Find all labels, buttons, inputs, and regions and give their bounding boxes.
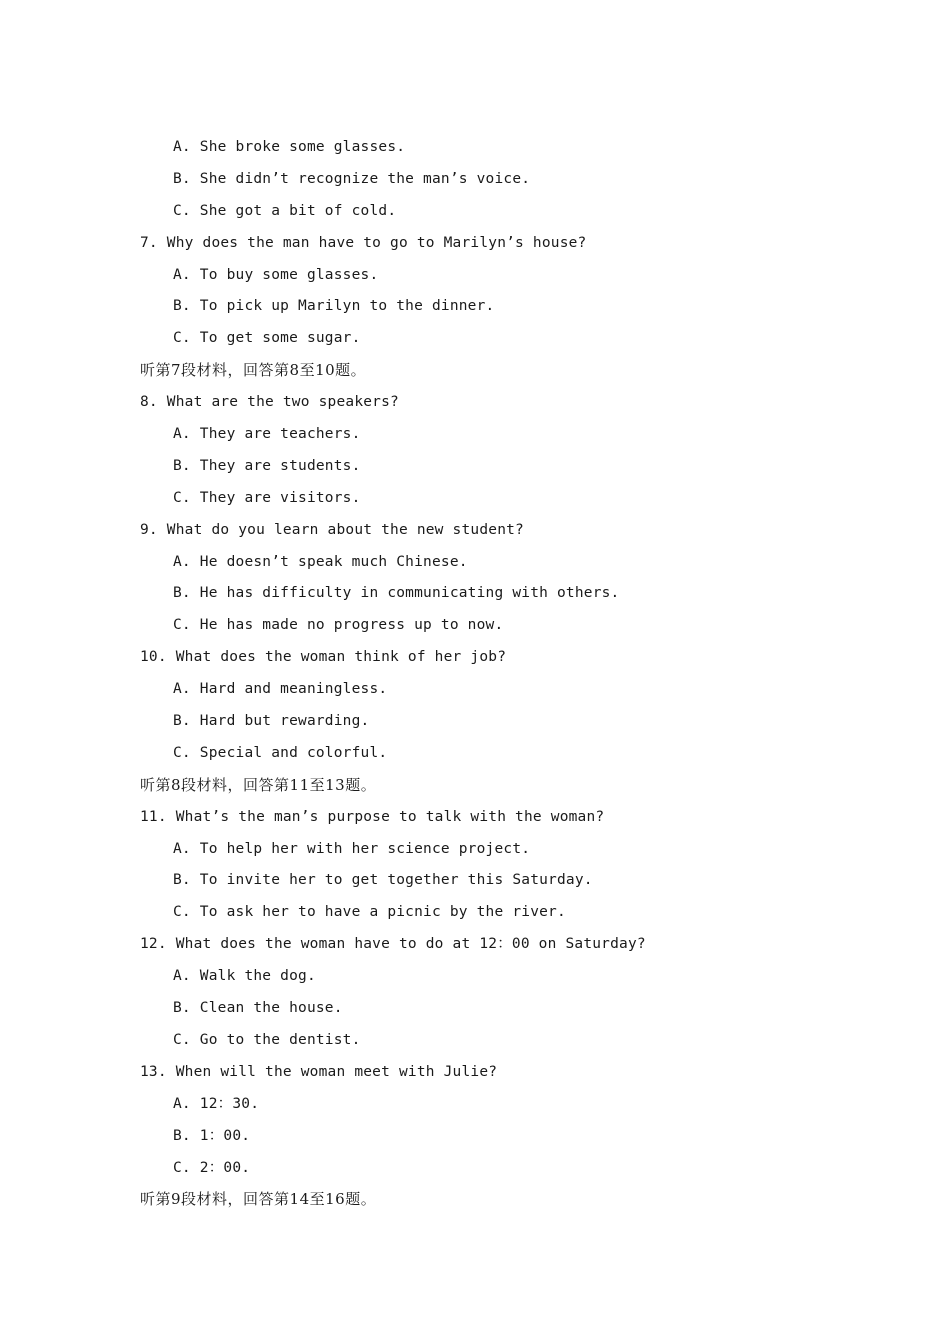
question-13: 13. When will the woman meet with Julie?	[140, 1063, 498, 1080]
answer-option: B. She didn’t recognize the man’s voice.	[173, 170, 531, 187]
question-9: 9. What do you learn about the new student?	[140, 521, 524, 538]
answer-option: A. Hard and meaningless.	[173, 681, 388, 698]
question-12: 12. What does the woman have to do at 12：00 on Saturday?	[140, 936, 646, 953]
answer-option: A. Walk the dog.	[173, 968, 316, 985]
answer-option: A. They are teachers.	[173, 426, 361, 443]
answer-option: A. She broke some glasses.	[173, 139, 406, 155]
answer-option: B. 1：00.	[173, 1127, 251, 1144]
listening-questions	[140, 132, 860, 1216]
answer-option: B. He has difficulty in communicating with others.	[173, 585, 620, 602]
question-11: 11. What’s the man’s purpose to talk with the woman?	[140, 808, 605, 825]
answer-option: B. To invite her to get together this Saturday.	[173, 872, 593, 889]
answer-option: A. To help her with her science project.	[173, 840, 531, 857]
answer-option: C. To get some sugar.	[173, 330, 361, 347]
answer-option: A. To buy some glasses.	[173, 266, 379, 283]
answer-option: A. He doesn’t speak much Chinese.	[173, 553, 468, 570]
answer-option: A. 12：30.	[173, 1095, 260, 1112]
section-heading: 听第7段材料，回答第8至10题。	[140, 361, 367, 380]
answer-option: C. He has made no progress up to now.	[173, 617, 504, 634]
question-7: 7. Why does the man have to go to Marilyn’s house?	[140, 234, 587, 251]
answer-option: C. She got a bit of cold.	[173, 202, 397, 219]
question-8: 8. What are the two speakers?	[140, 394, 399, 411]
answer-option: B. Clean the house.	[173, 1000, 343, 1017]
answer-option: C. Go to the dentist.	[173, 1031, 361, 1048]
question-10: 10. What does the woman think of her job?	[140, 649, 507, 666]
answer-option: C. To ask her to have a picnic by the river.	[173, 904, 566, 921]
answer-option: B. They are students.	[173, 457, 361, 474]
answer-option: B. Hard but rewarding.	[173, 713, 370, 730]
section-heading: 听第8段材料，回答第11至13题。	[140, 775, 377, 794]
answer-option: C. They are visitors.	[173, 489, 361, 506]
answer-option: C. Special and colorful.	[173, 744, 388, 761]
answer-option: C. 2：00.	[173, 1159, 251, 1176]
section-heading: 听第9段材料，回答第14至16题。	[140, 1190, 377, 1209]
answer-option: B. To pick up Marilyn to the dinner.	[173, 298, 495, 315]
